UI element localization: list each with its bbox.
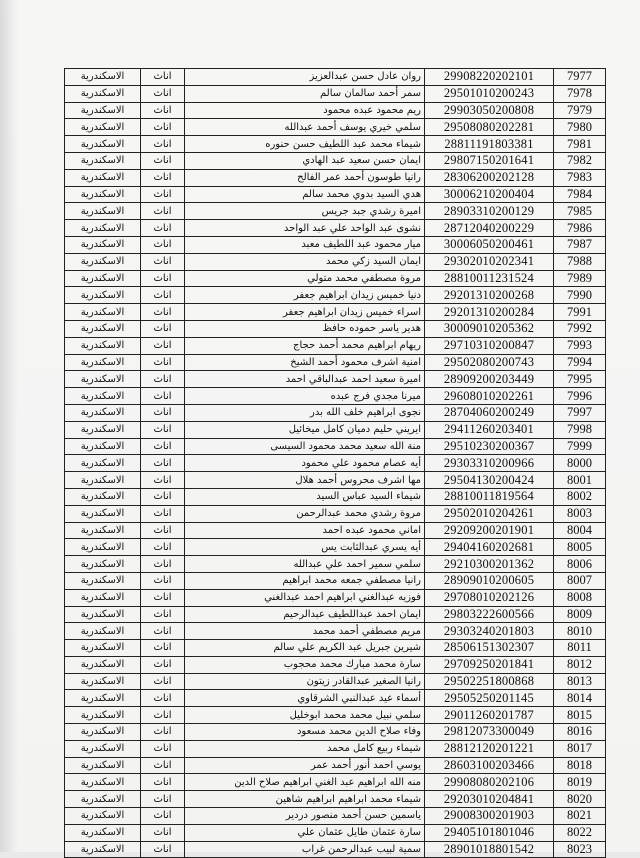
table-row xyxy=(65,589,606,606)
row-number: 7984 xyxy=(554,186,606,203)
name-cell: شيماء محمد ابراهيم ابراهيم شاهين xyxy=(185,791,425,808)
row-number: 8012 xyxy=(554,656,606,673)
name-cell: فوزيه عبدالغني ابراهيم احمد عبدالغني xyxy=(185,589,425,606)
national-id-cell: 28712040200229 xyxy=(425,220,554,237)
table-row xyxy=(65,690,606,707)
row-number: 8003 xyxy=(554,505,606,522)
national-id-cell: 30006210200404 xyxy=(425,186,554,203)
national-id-cell: 28704060200249 xyxy=(425,404,554,421)
name-cell: شيماء محمد عبد اللطيف حسن حنوره xyxy=(185,136,425,153)
table-row xyxy=(65,85,606,102)
row-number: 7977 xyxy=(554,69,606,86)
row-number: 8015 xyxy=(554,707,606,724)
gender-cell: اناث xyxy=(141,589,185,606)
table-row xyxy=(65,320,606,337)
national-id-cell: 28901018801542 xyxy=(425,841,554,858)
row-number: 8020 xyxy=(554,791,606,808)
table-row xyxy=(65,505,606,522)
governorate-cell: الاسكندرية xyxy=(65,186,141,203)
national-id-cell: 29201310200284 xyxy=(425,304,554,321)
table-row xyxy=(65,404,606,421)
name-cell: شيرين جبريل عبد الكريم علي سالم xyxy=(185,640,425,657)
governorate-cell: الاسكندرية xyxy=(65,673,141,690)
table-row xyxy=(65,640,606,657)
table-row xyxy=(65,841,606,858)
name-cell: ايمان السيد زكي محمد xyxy=(185,253,425,270)
gender-cell: اناث xyxy=(141,169,185,186)
governorate-cell: الاسكندرية xyxy=(65,371,141,388)
gender-cell: اناث xyxy=(141,774,185,791)
row-number: 8001 xyxy=(554,472,606,489)
governorate-cell: الاسكندرية xyxy=(65,656,141,673)
row-number: 7979 xyxy=(554,102,606,119)
name-cell: روان عادل حسن عبدالعزيز xyxy=(185,69,425,86)
table-row xyxy=(65,186,606,203)
national-id-cell: 28506151302307 xyxy=(425,640,554,657)
gender-cell: اناث xyxy=(141,102,185,119)
gender-cell: اناث xyxy=(141,656,185,673)
gender-cell: اناث xyxy=(141,572,185,589)
national-id-cell: 29504130200424 xyxy=(425,472,554,489)
name-cell: مها اشرف محروس أحمد هلال xyxy=(185,472,425,489)
table-row xyxy=(65,707,606,724)
national-id-cell: 28810011819564 xyxy=(425,488,554,505)
gender-cell: اناث xyxy=(141,220,185,237)
governorate-cell: الاسكندرية xyxy=(65,220,141,237)
name-cell: ريم محمود عبده محمود xyxy=(185,102,425,119)
row-number: 8007 xyxy=(554,572,606,589)
name-cell: ايمان احمد عبداللطيف عبدالرحيم xyxy=(185,606,425,623)
gender-cell: اناث xyxy=(141,455,185,472)
table-row xyxy=(65,438,606,455)
gender-cell: اناث xyxy=(141,824,185,841)
national-id-cell: 29510230200367 xyxy=(425,438,554,455)
row-number: 7991 xyxy=(554,304,606,321)
gender-cell: اناث xyxy=(141,539,185,556)
name-cell: منه الله ابراهيم عبد الغني ابراهيم صلاح الدين xyxy=(185,774,425,791)
gender-cell: اناث xyxy=(141,673,185,690)
table-row xyxy=(65,287,606,304)
gender-cell: اناث xyxy=(141,556,185,573)
name-cell: اميرة رشدي جبد جريس xyxy=(185,203,425,220)
gender-cell: اناث xyxy=(141,791,185,808)
row-number: 7994 xyxy=(554,354,606,371)
gender-cell: اناث xyxy=(141,690,185,707)
name-cell: رانيا طوسون أحمد عمر الفالح xyxy=(185,169,425,186)
name-cell: اميرة سعيد احمد عبدالباقي احمد xyxy=(185,371,425,388)
name-cell: نجوى ابراهيم خلف الله بدر xyxy=(185,404,425,421)
table-row xyxy=(65,69,606,86)
gender-cell: اناث xyxy=(141,841,185,858)
governorate-cell: الاسكندرية xyxy=(65,169,141,186)
national-id-cell: 29505250201145 xyxy=(425,690,554,707)
row-number: 7985 xyxy=(554,203,606,220)
national-id-cell: 29302010202341 xyxy=(425,253,554,270)
table-row xyxy=(65,808,606,825)
name-cell: يوسي احمد أنور أحمد عمر xyxy=(185,757,425,774)
gender-cell: اناث xyxy=(141,337,185,354)
gender-cell: اناث xyxy=(141,85,185,102)
governorate-cell: الاسكندرية xyxy=(65,136,141,153)
row-number: 7995 xyxy=(554,371,606,388)
name-cell: ميرنا مجدي فرج عبده xyxy=(185,388,425,405)
national-id-cell: 30006050200461 xyxy=(425,236,554,253)
gender-cell: اناث xyxy=(141,354,185,371)
gender-cell: اناث xyxy=(141,522,185,539)
row-number: 7981 xyxy=(554,136,606,153)
gender-cell: اناث xyxy=(141,404,185,421)
name-cell: سارة محمد مبارك محمد محجوب xyxy=(185,656,425,673)
gender-cell: اناث xyxy=(141,371,185,388)
row-number: 7992 xyxy=(554,320,606,337)
name-cell: شيماء ربيع كامل محمد xyxy=(185,740,425,757)
row-number: 7993 xyxy=(554,337,606,354)
governorate-cell: الاسكندرية xyxy=(65,606,141,623)
row-number: 8011 xyxy=(554,640,606,657)
governorate-cell: الاسكندرية xyxy=(65,539,141,556)
national-id-cell: 29709250201841 xyxy=(425,656,554,673)
row-number: 7990 xyxy=(554,287,606,304)
table-row xyxy=(65,472,606,489)
national-id-cell: 28812120201221 xyxy=(425,740,554,757)
names-table xyxy=(64,68,606,858)
governorate-cell: الاسكندرية xyxy=(65,724,141,741)
national-id-cell: 28603100203466 xyxy=(425,757,554,774)
gender-cell: اناث xyxy=(141,253,185,270)
governorate-cell: الاسكندرية xyxy=(65,236,141,253)
table-row xyxy=(65,388,606,405)
table-row xyxy=(65,270,606,287)
name-cell: هدير ياسر حموده حافظ xyxy=(185,320,425,337)
governorate-cell: الاسكندرية xyxy=(65,69,141,86)
row-number: 8013 xyxy=(554,673,606,690)
row-number: 8004 xyxy=(554,522,606,539)
row-number: 7996 xyxy=(554,388,606,405)
row-number: 8022 xyxy=(554,824,606,841)
gender-cell: اناث xyxy=(141,757,185,774)
name-cell: ياسمين حسن أحمد منصور دردير xyxy=(185,808,425,825)
name-cell: سمية لبيب عبدالرحمن غراب xyxy=(185,841,425,858)
national-id-cell: 29303310200966 xyxy=(425,455,554,472)
governorate-cell: الاسكندرية xyxy=(65,152,141,169)
governorate-cell: الاسكندرية xyxy=(65,287,141,304)
row-number: 8010 xyxy=(554,623,606,640)
table-row xyxy=(65,757,606,774)
row-number: 8008 xyxy=(554,589,606,606)
name-cell: امنية اشرف محمود أحمد الشيخ xyxy=(185,354,425,371)
national-id-cell: 28810011231524 xyxy=(425,270,554,287)
table-row xyxy=(65,253,606,270)
national-id-cell: 29008300201903 xyxy=(425,808,554,825)
national-id-cell: 29502080200743 xyxy=(425,354,554,371)
name-cell: منة الله سعيد محمد محمود السيسى xyxy=(185,438,425,455)
row-number: 8002 xyxy=(554,488,606,505)
gender-cell: اناث xyxy=(141,236,185,253)
national-id-cell: 29502251800868 xyxy=(425,673,554,690)
gender-cell: اناث xyxy=(141,304,185,321)
governorate-cell: الاسكندرية xyxy=(65,757,141,774)
national-id-cell: 29405101801046 xyxy=(425,824,554,841)
governorate-cell: الاسكندرية xyxy=(65,640,141,657)
name-cell: دنيا خميس زيدان ابراهيم جعفر xyxy=(185,287,425,304)
table-row xyxy=(65,220,606,237)
national-id-cell: 28909200203449 xyxy=(425,371,554,388)
table-row xyxy=(65,136,606,153)
name-cell: مروة رشدي محمد عبدالرحمن xyxy=(185,505,425,522)
governorate-cell: الاسكندرية xyxy=(65,455,141,472)
row-number: 7998 xyxy=(554,421,606,438)
national-id-cell: 28306200202128 xyxy=(425,169,554,186)
name-cell: سلمي خيري يوسف أحمد عبدالله xyxy=(185,119,425,136)
row-number: 8017 xyxy=(554,740,606,757)
table-row xyxy=(65,119,606,136)
name-cell: أيه يسري عبدالثابت يس xyxy=(185,539,425,556)
name-cell: نشوى عبد الواحد علي عبد الواحد xyxy=(185,220,425,237)
governorate-cell: الاسكندرية xyxy=(65,808,141,825)
gender-cell: اناث xyxy=(141,270,185,287)
governorate-cell: الاسكندرية xyxy=(65,304,141,321)
table-row xyxy=(65,236,606,253)
governorate-cell: الاسكندرية xyxy=(65,421,141,438)
national-id-cell: 30009010205362 xyxy=(425,320,554,337)
table-row xyxy=(65,354,606,371)
table-row xyxy=(65,539,606,556)
gender-cell: اناث xyxy=(141,152,185,169)
governorate-cell: الاسكندرية xyxy=(65,791,141,808)
governorate-cell: الاسكندرية xyxy=(65,690,141,707)
table-row xyxy=(65,203,606,220)
row-number: 8019 xyxy=(554,774,606,791)
name-cell: ايمان حسن سعيد عبد الهادي xyxy=(185,152,425,169)
name-cell: مريم مصطفي أحمد محمد xyxy=(185,623,425,640)
table-row xyxy=(65,824,606,841)
national-id-cell: 29011260201787 xyxy=(425,707,554,724)
names-table-body xyxy=(65,69,606,858)
table-row xyxy=(65,152,606,169)
national-id-cell: 29608010202261 xyxy=(425,388,554,405)
row-number: 8014 xyxy=(554,690,606,707)
national-id-cell: 29209200201901 xyxy=(425,522,554,539)
row-number: 7980 xyxy=(554,119,606,136)
governorate-cell: الاسكندرية xyxy=(65,270,141,287)
name-cell: وفاء صلاح الدين محمد مسعود xyxy=(185,724,425,741)
governorate-cell: الاسكندرية xyxy=(65,589,141,606)
governorate-cell: الاسكندرية xyxy=(65,337,141,354)
row-number: 8021 xyxy=(554,808,606,825)
national-id-cell: 29501010200243 xyxy=(425,85,554,102)
gender-cell: اناث xyxy=(141,623,185,640)
governorate-cell: الاسكندرية xyxy=(65,102,141,119)
row-number: 8016 xyxy=(554,724,606,741)
table-row xyxy=(65,656,606,673)
gender-cell: اناث xyxy=(141,203,185,220)
table-row xyxy=(65,556,606,573)
national-id-cell: 29508080202281 xyxy=(425,119,554,136)
table-row xyxy=(65,522,606,539)
national-id-cell: 29303240201803 xyxy=(425,623,554,640)
national-id-cell: 29903050200808 xyxy=(425,102,554,119)
governorate-cell: الاسكندرية xyxy=(65,85,141,102)
table-row xyxy=(65,774,606,791)
national-id-cell: 29908220202101 xyxy=(425,69,554,86)
governorate-cell: الاسكندرية xyxy=(65,774,141,791)
gender-cell: اناث xyxy=(141,740,185,757)
gender-cell: اناث xyxy=(141,421,185,438)
name-cell: أيه عصام محمود علي محمود xyxy=(185,455,425,472)
name-cell: ميار محمود عبد اللطيف معبد xyxy=(185,236,425,253)
gender-cell: اناث xyxy=(141,388,185,405)
gender-cell: اناث xyxy=(141,707,185,724)
gender-cell: اناث xyxy=(141,808,185,825)
governorate-cell: الاسكندرية xyxy=(65,707,141,724)
national-id-cell: 29210300201362 xyxy=(425,556,554,573)
gender-cell: اناث xyxy=(141,119,185,136)
name-cell: سمر أحمد سالمان سالم xyxy=(185,85,425,102)
row-number: 7982 xyxy=(554,152,606,169)
governorate-cell: الاسكندرية xyxy=(65,556,141,573)
gender-cell: اناث xyxy=(141,724,185,741)
gender-cell: اناث xyxy=(141,438,185,455)
national-id-cell: 29404160202681 xyxy=(425,539,554,556)
national-id-cell: 29807150201641 xyxy=(425,152,554,169)
national-id-cell: 29201310200268 xyxy=(425,287,554,304)
national-id-cell: 28909010200605 xyxy=(425,572,554,589)
national-id-cell: 29803222600566 xyxy=(425,606,554,623)
table-row xyxy=(65,791,606,808)
table-row xyxy=(65,740,606,757)
table-row xyxy=(65,337,606,354)
table-row xyxy=(65,455,606,472)
governorate-cell: الاسكندرية xyxy=(65,824,141,841)
row-number: 8005 xyxy=(554,539,606,556)
row-number: 8018 xyxy=(554,757,606,774)
row-number: 8009 xyxy=(554,606,606,623)
governorate-cell: الاسكندرية xyxy=(65,623,141,640)
gender-cell: اناث xyxy=(141,505,185,522)
governorate-cell: الاسكندرية xyxy=(65,404,141,421)
gender-cell: اناث xyxy=(141,606,185,623)
governorate-cell: الاسكندرية xyxy=(65,740,141,757)
table-row xyxy=(65,623,606,640)
table-row xyxy=(65,371,606,388)
governorate-cell: الاسكندرية xyxy=(65,119,141,136)
governorate-cell: الاسكندرية xyxy=(65,320,141,337)
table-row xyxy=(65,572,606,589)
governorate-cell: الاسكندرية xyxy=(65,253,141,270)
governorate-cell: الاسكندرية xyxy=(65,522,141,539)
national-id-cell: 29203010204841 xyxy=(425,791,554,808)
national-id-cell: 28811191803381 xyxy=(425,136,554,153)
governorate-cell: الاسكندرية xyxy=(65,505,141,522)
governorate-cell: الاسكندرية xyxy=(65,472,141,489)
governorate-cell: الاسكندرية xyxy=(65,354,141,371)
national-id-cell: 29710310200847 xyxy=(425,337,554,354)
governorate-cell: الاسكندرية xyxy=(65,841,141,858)
table-row xyxy=(65,673,606,690)
row-number: 8006 xyxy=(554,556,606,573)
gender-cell: اناث xyxy=(141,69,185,86)
name-cell: أسماء عيد عبدالنبي الشرقاوي xyxy=(185,690,425,707)
row-number: 7999 xyxy=(554,438,606,455)
governorate-cell: الاسكندرية xyxy=(65,203,141,220)
national-id-cell: 29708010202126 xyxy=(425,589,554,606)
name-cell: رانيا مصطفي جمعه محمد ابراهيم xyxy=(185,572,425,589)
name-cell: ريهام ابراهيم محمد أحمد حجاج xyxy=(185,337,425,354)
row-number: 8000 xyxy=(554,455,606,472)
table-row xyxy=(65,606,606,623)
name-cell: رانيا الصغير عبدالقادر زيتون xyxy=(185,673,425,690)
national-id-cell: 29908080202106 xyxy=(425,774,554,791)
name-cell: هدي السيد بدوي محمد سالم xyxy=(185,186,425,203)
name-cell: اماني محمود عبده احمد xyxy=(185,522,425,539)
national-id-cell: 29502010204261 xyxy=(425,505,554,522)
row-number: 7987 xyxy=(554,236,606,253)
table-row xyxy=(65,169,606,186)
gender-cell: اناث xyxy=(141,186,185,203)
name-cell: سلمي سمير احمد علي عبدالله xyxy=(185,556,425,573)
table-row xyxy=(65,421,606,438)
name-cell: ايريني حليم دميان كامل ميخائيل xyxy=(185,421,425,438)
gender-cell: اناث xyxy=(141,640,185,657)
governorate-cell: الاسكندرية xyxy=(65,572,141,589)
name-cell: مروة مصطفي محمد متولي xyxy=(185,270,425,287)
row-number: 7978 xyxy=(554,85,606,102)
table-row xyxy=(65,488,606,505)
name-cell: اسراء خميس زيدان ابراهيم جعفر xyxy=(185,304,425,321)
gender-cell: اناث xyxy=(141,287,185,304)
national-id-cell: 29812073300049 xyxy=(425,724,554,741)
name-cell: سلمي نبيل محمد محمد ابوخليل xyxy=(185,707,425,724)
row-number: 7997 xyxy=(554,404,606,421)
governorate-cell: الاسكندرية xyxy=(65,438,141,455)
row-number: 8023 xyxy=(554,841,606,858)
gender-cell: اناث xyxy=(141,136,185,153)
row-number: 7988 xyxy=(554,253,606,270)
row-number: 7989 xyxy=(554,270,606,287)
gender-cell: اناث xyxy=(141,472,185,489)
governorate-cell: الاسكندرية xyxy=(65,488,141,505)
national-id-cell: 28903310200129 xyxy=(425,203,554,220)
table-row xyxy=(65,724,606,741)
name-cell: شيماء السيد عباس السيد xyxy=(185,488,425,505)
gender-cell: اناث xyxy=(141,488,185,505)
national-id-cell: 29411260203401 xyxy=(425,421,554,438)
row-number: 7986 xyxy=(554,220,606,237)
row-number: 7983 xyxy=(554,169,606,186)
governorate-cell: الاسكندرية xyxy=(65,388,141,405)
gender-cell: اناث xyxy=(141,320,185,337)
table-row xyxy=(65,304,606,321)
name-cell: سارة عثمان طايل عثمان علي xyxy=(185,824,425,841)
table-row xyxy=(65,102,606,119)
page-edge-shadow xyxy=(0,0,18,852)
